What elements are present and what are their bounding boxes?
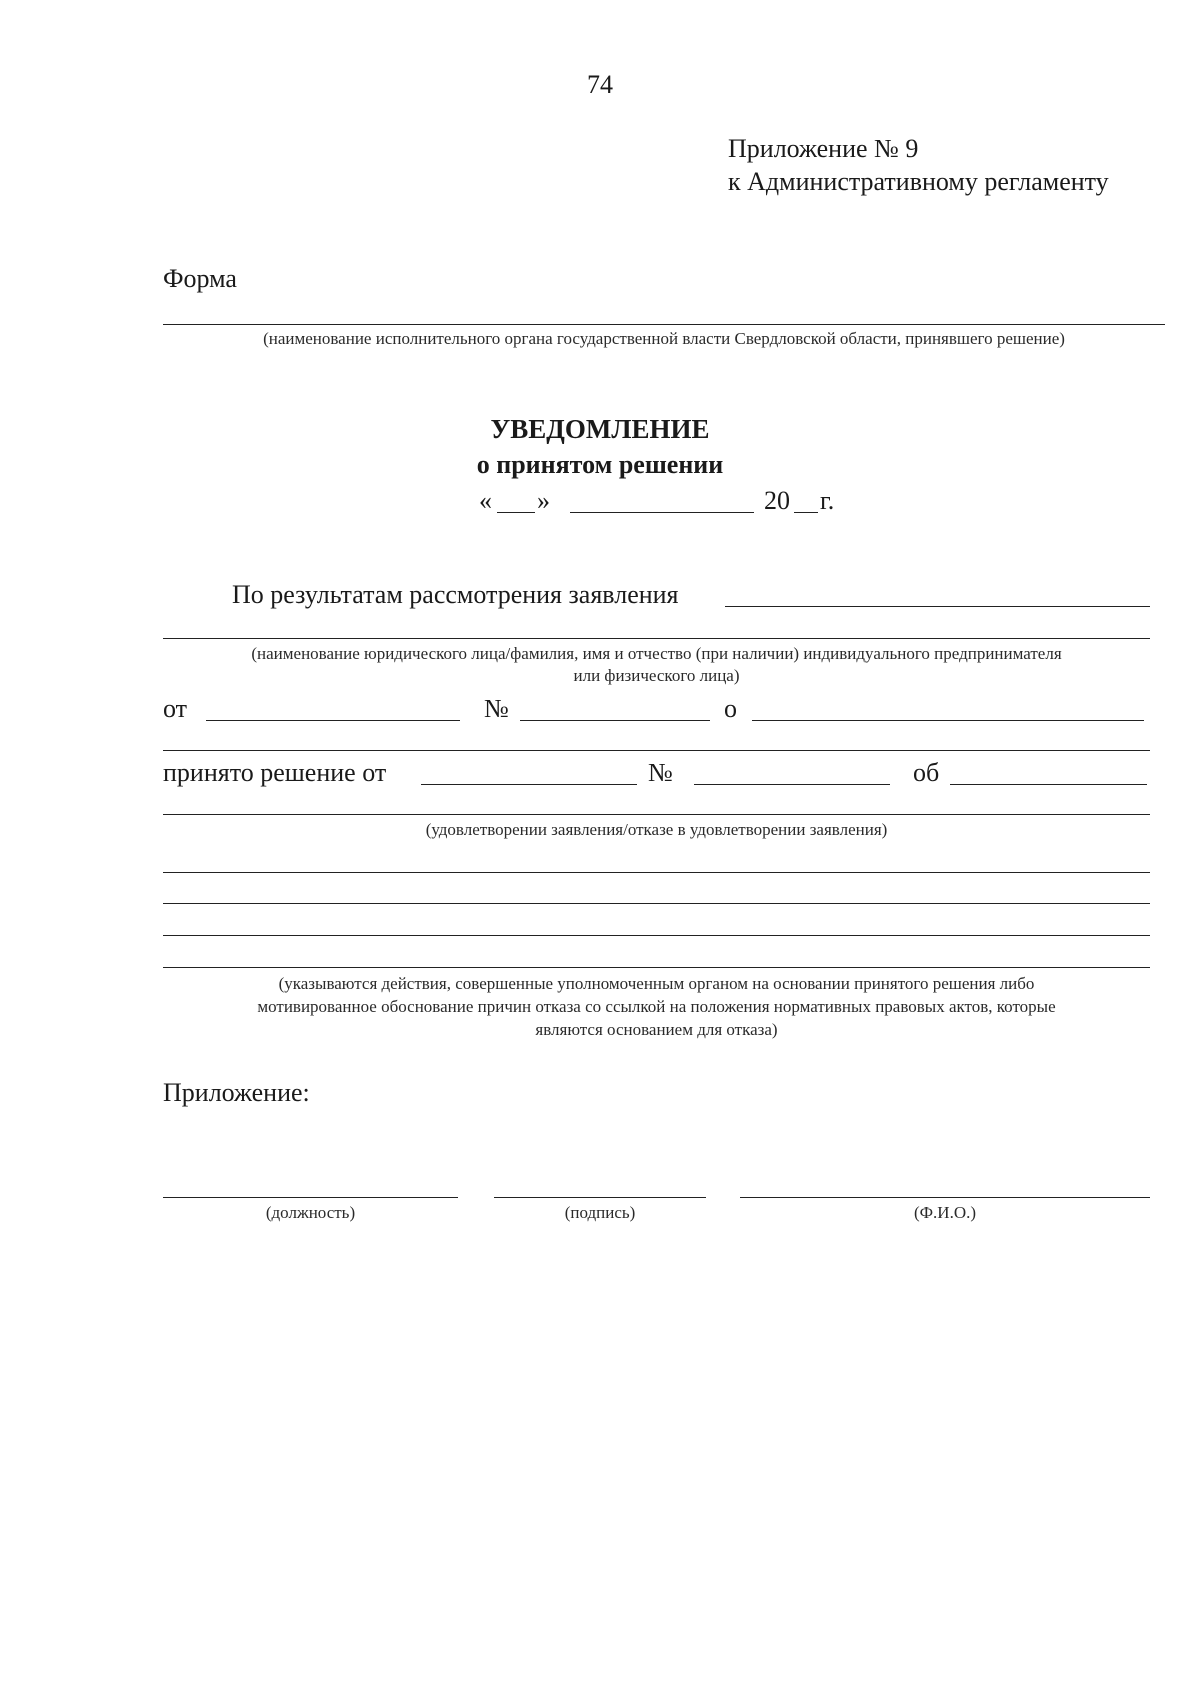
number-label: № bbox=[484, 694, 509, 723]
appendix-number: Приложение № 9 bbox=[728, 134, 919, 163]
position-field[interactable] bbox=[163, 1197, 458, 1198]
page-number: 74 bbox=[587, 70, 613, 99]
date-year-field[interactable] bbox=[794, 512, 818, 513]
actions-line-4[interactable] bbox=[163, 967, 1150, 968]
position-caption: (должность) bbox=[265, 1203, 356, 1222]
decision-number-field[interactable] bbox=[694, 784, 890, 785]
application-subject-line-2[interactable] bbox=[163, 750, 1150, 751]
form-label: Форма bbox=[163, 264, 237, 293]
authority-line[interactable] bbox=[163, 324, 1165, 325]
applicant-line[interactable] bbox=[163, 638, 1150, 639]
from-label: от bbox=[163, 694, 188, 723]
authority-caption: (наименование исполнительного органа государственной власти Свердловской области, принявшего решение) bbox=[263, 329, 1065, 348]
signature-caption: (подпись) bbox=[564, 1203, 636, 1222]
date-year-suffix: г. bbox=[820, 486, 835, 515]
actions-caption-3: являются основанием для отказа) bbox=[535, 1020, 778, 1039]
application-field[interactable] bbox=[725, 606, 1150, 607]
actions-caption-2: мотивированное обоснование причин отказа со ссылкой на положения нормативных правовых актов, которые bbox=[257, 997, 1056, 1016]
about-label: о bbox=[724, 694, 737, 723]
signature-field[interactable] bbox=[494, 1197, 706, 1198]
notice-title: УВЕДОМЛЕНИЕ bbox=[490, 414, 710, 444]
intro-text: По результатам рассмотрения заявления bbox=[232, 580, 679, 609]
date-month-field[interactable] bbox=[570, 512, 754, 513]
decision-about-label: об bbox=[913, 758, 940, 787]
decision-subject-line-2[interactable] bbox=[163, 814, 1150, 815]
actions-line-1[interactable] bbox=[163, 872, 1150, 873]
application-date-field[interactable] bbox=[206, 720, 460, 721]
decision-date-field[interactable] bbox=[421, 784, 637, 785]
full-name-caption: (Ф.И.О.) bbox=[913, 1203, 977, 1222]
date-year-prefix: 20 bbox=[764, 486, 790, 515]
notice-subtitle: о принятом решении bbox=[476, 450, 724, 479]
decision-number-label: № bbox=[648, 758, 673, 787]
date-quote-open: « bbox=[479, 486, 492, 515]
decision-caption: (удовлетворении заявления/отказе в удовлетворении заявления) bbox=[425, 820, 888, 839]
date-day-field[interactable] bbox=[497, 512, 535, 513]
attachment-label: Приложение: bbox=[163, 1078, 310, 1107]
appendix-regulation: к Административному регламенту bbox=[728, 167, 1109, 196]
actions-line-3[interactable] bbox=[163, 935, 1150, 936]
applicant-caption-2: или физического лица) bbox=[573, 666, 740, 685]
application-subject-field[interactable] bbox=[752, 720, 1144, 721]
actions-caption-1: (указываются действия, совершенные уполномоченным органом на основании принятого решения либо bbox=[278, 974, 1035, 993]
date-quote-close: » bbox=[537, 486, 550, 515]
decision-label: принято решение от bbox=[163, 758, 387, 787]
actions-line-2[interactable] bbox=[163, 903, 1150, 904]
applicant-caption-1: (наименование юридического лица/фамилия, имя и отчество (при наличии) индивидуального предпринимателя bbox=[251, 644, 1062, 663]
full-name-field[interactable] bbox=[740, 1197, 1150, 1198]
decision-subject-field[interactable] bbox=[950, 784, 1147, 785]
application-number-field[interactable] bbox=[520, 720, 710, 721]
